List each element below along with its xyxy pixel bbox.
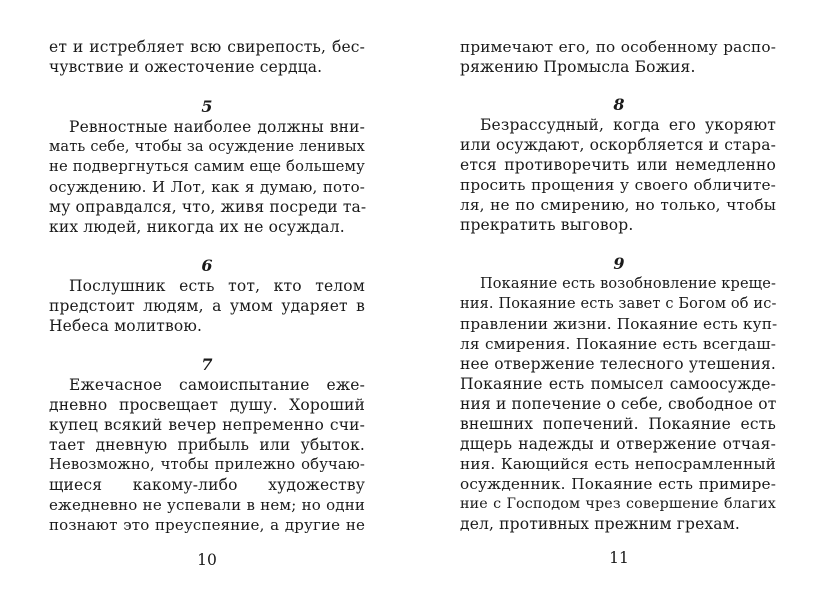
left-page (0, 0, 411, 600)
text-line: не подвергнуться самим еще большему (49, 158, 365, 175)
text-line: Невозможно, чтобы прилежно обучаю- (49, 456, 365, 473)
text-line: Покаяние есть возобновление креще- (480, 276, 777, 292)
text-line: нее отвержение телесного утешения. (460, 355, 776, 373)
right-page (460, 0, 778, 600)
section-number: 5 (201, 97, 213, 116)
text-line: предстоит людям, а умом ударяет в (49, 297, 365, 315)
text-line: мать себе, чтобы за осуждение ленивых (49, 139, 365, 155)
text-line: дщерь надежды и отвержение отчая- (460, 435, 776, 453)
text-line: му оправдался, что, живя посреди та- (49, 198, 367, 216)
text-line: ряжению Промысла Божия. (460, 58, 696, 76)
text-line: примечают его, по особенному распо- (460, 38, 776, 56)
text-line: правлении жизни. Покаяние есть куп- (460, 315, 778, 333)
text-line: ние с Господом чрез совершение благих (460, 496, 776, 512)
text-line: ния. Кающийся есть непосрамленный (460, 455, 776, 473)
text-line: прекратить выговор. (460, 216, 634, 234)
page-number: 11 (609, 549, 629, 567)
text-line: тает дневную прибыль или убыток. (49, 436, 365, 454)
text-line: ния и попечение о себе, свободное от (460, 395, 777, 413)
section-number: 8 (613, 95, 625, 114)
text-line: осужденник. Покаяние есть примире- (460, 475, 776, 493)
text-line: Послушник есть тот, кто телом (69, 277, 365, 295)
text-line: ежедневно не успевали в нем; но одни (49, 496, 365, 514)
text-line: ет и истребляет всю свирепость, бес- (49, 38, 365, 56)
text-line: купец всякий вечер непременно счи- (49, 416, 365, 434)
text-line: ких людей, никогда их не осуждал. (49, 218, 345, 236)
text-line: Покаяние есть помысел самоосужде- (460, 375, 776, 393)
section-number: 9 (613, 254, 625, 273)
page-number: 10 (197, 551, 217, 569)
text-line: Безрассудный, когда его укоряют (480, 116, 776, 134)
text-line: ния. Покаяние есть завет с Богом об ис- (460, 296, 777, 312)
text-line: осуждению. И Лот, как я думаю, пото- (49, 178, 365, 196)
text-line: дневно просвещает душу. Хороший (49, 396, 365, 414)
text-line: ля, не по смирению, но только, чтобы (460, 196, 776, 214)
text-line: внешних попечений. Покаяние есть (460, 415, 776, 433)
text-line: дел, противных прежним грехам. (460, 515, 740, 533)
text-line: Небеса молитвою. (49, 317, 203, 335)
text-line: ется противоречить или немедленно (460, 156, 776, 174)
text-line: познают это преуспеяние, а другие не (49, 516, 365, 534)
text-line: ля смирения. Покаяние есть всегдаш- (460, 335, 776, 353)
text-line: Ревностные наиболее должны вни- (69, 118, 365, 136)
text-line: или осуждают, оскорбляется и стара- (460, 136, 776, 154)
text-line: чувствие и ожесточение сердца. (49, 58, 323, 76)
text-line: просить прощения у своего обличите- (460, 176, 776, 194)
text-line: щиеся какому-либо художеству (49, 476, 365, 494)
section-number: 7 (201, 355, 213, 374)
section-number: 6 (201, 256, 213, 275)
text-line: Ежечасное самоиспытание еже- (69, 376, 365, 394)
